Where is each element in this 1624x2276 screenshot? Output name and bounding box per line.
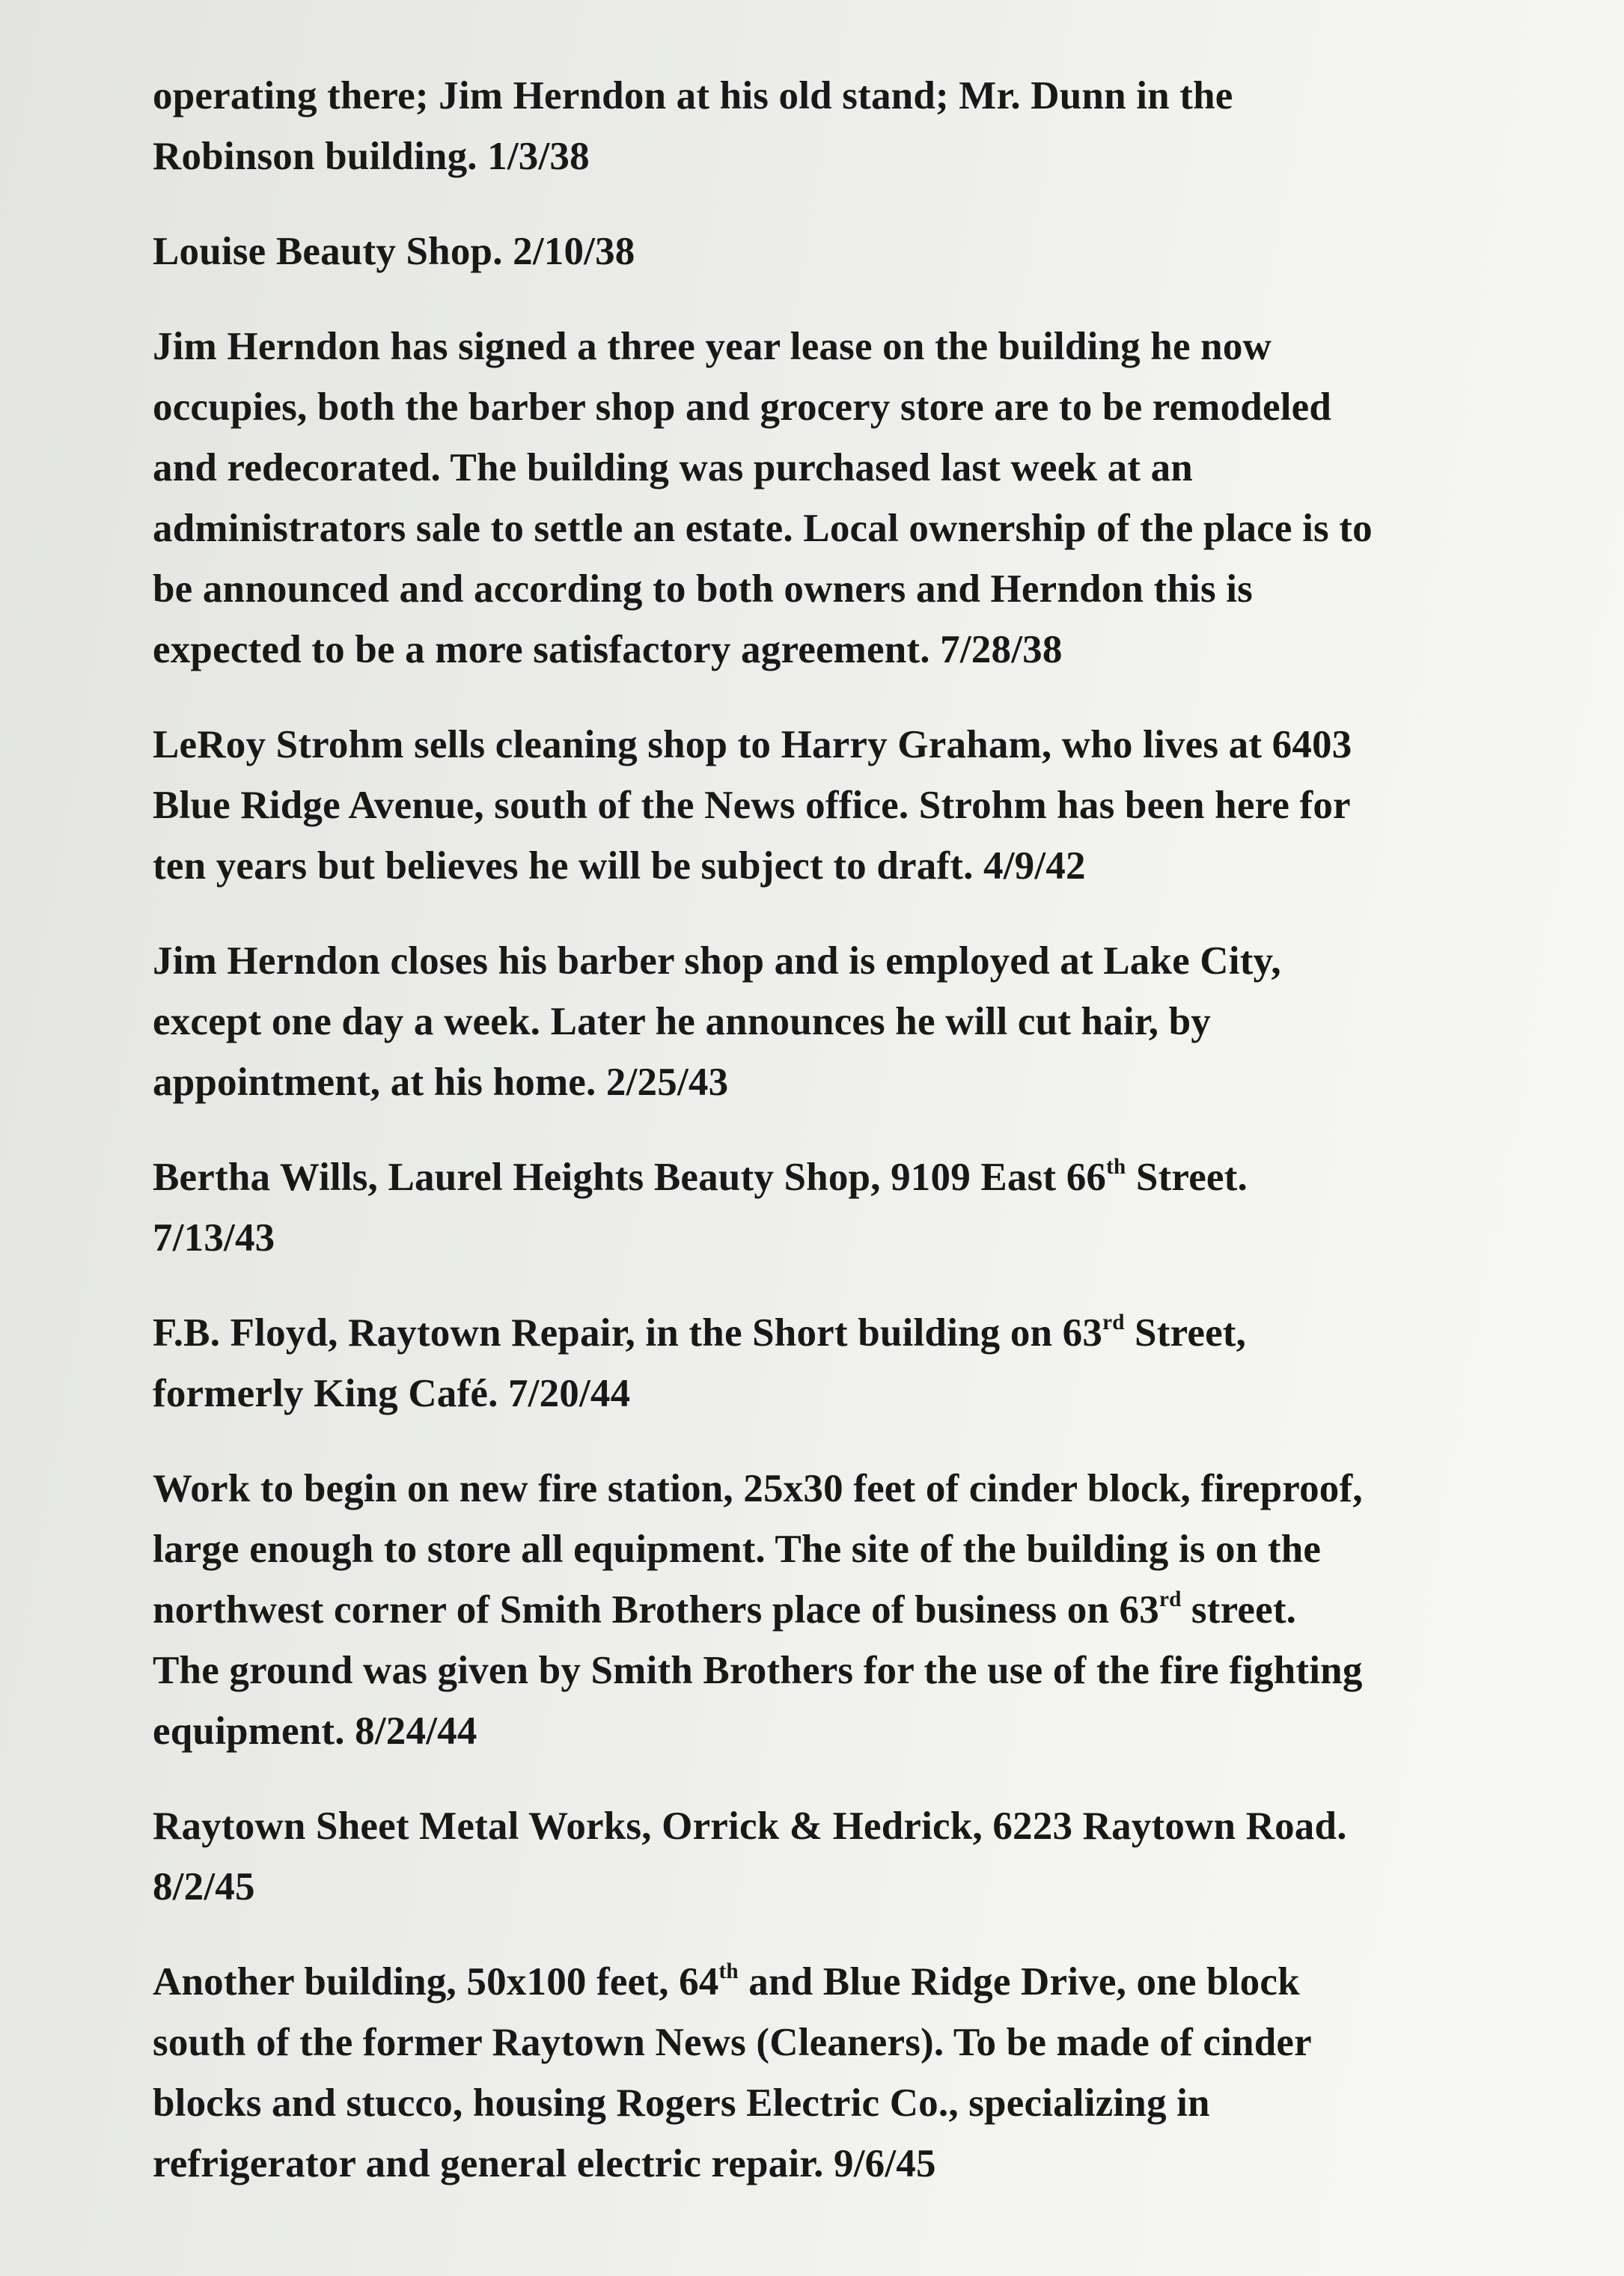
text-line: [153, 1952, 1597, 2013]
text-line: [153, 1147, 1597, 1208]
text-line: Work to begin on new fire station, 25x30 feet of cinder block, fireproof,: [153, 1467, 1363, 1510]
text-segment: F.B. Floyd, Raytown Repair, in the Short building on 63: [153, 1311, 1103, 1355]
text-line: The ground was given by Smith Brothers for the use of the fire fighting: [153, 1649, 1363, 1692]
text-segment: Another building, 50x100 feet, 64: [153, 1960, 719, 2004]
text-line: Jim Herndon closes his barber shop and is employed at Lake City,: [153, 939, 1281, 983]
text-line: large enough to store all equipment. The site of the building is on the: [153, 1528, 1322, 1571]
paragraph: [153, 66, 1597, 187]
text-line: be announced and according to both owners and Herndon this is: [153, 567, 1253, 611]
superscript: rd: [1159, 1587, 1182, 1612]
document-page: [153, 66, 1597, 2229]
text-line: Robinson building. 1/3/38: [153, 135, 590, 178]
text-line: appointment, at his home. 2/25/43: [153, 1061, 729, 1104]
text-line: refrigerator and general electric repair. 9/6/45: [153, 2142, 936, 2185]
paragraph: [153, 931, 1597, 1113]
paragraph: [153, 1952, 1597, 2194]
text-line: formerly King Café. 7/20/44: [153, 1372, 631, 1415]
text-line: operating there; Jim Herndon at his old stand; Mr. Dunn in the: [153, 74, 1233, 118]
paragraph: [153, 1796, 1597, 1917]
paragraph: [153, 222, 1597, 282]
text-line: LeRoy Strohm sells cleaning shop to Harry Graham, who lives at 6403: [153, 723, 1352, 766]
text-segment: northwest corner of Smith Brothers place of business on 63: [153, 1588, 1159, 1632]
text-line: Raytown Sheet Metal Works, Orrick & Hedrick, 6223 Raytown Road.: [153, 1804, 1347, 1848]
text-line: expected to be a more satisfactory agreement. 7/28/38: [153, 628, 1063, 671]
text-line: administrators sale to settle an estate. Local ownership of the place is to: [153, 507, 1373, 550]
paragraph: [153, 1459, 1597, 1762]
text-line: 7/13/43: [153, 1216, 275, 1260]
text-line: occupies, both the barber shop and grocery store are to be remodeled: [153, 385, 1332, 429]
superscript: rd: [1102, 1311, 1125, 1335]
text-line: [153, 1303, 1597, 1364]
text-line: Blue Ridge Avenue, south of the News office. Strohm has been here for: [153, 784, 1351, 827]
text-segment: street.: [1181, 1588, 1297, 1632]
text-line: [153, 1580, 1597, 1641]
text-segment: Bertha Wills, Laurel Heights Beauty Shop, 9109 East 66: [153, 1156, 1107, 1199]
paragraph: [153, 1147, 1597, 1269]
paragraph: [153, 715, 1597, 897]
text-line: ten years but believes he will be subject to draft. 4/9/42: [153, 844, 1086, 888]
text-line: Louise Beauty Shop. 2/10/38: [153, 230, 635, 273]
text-line: blocks and stucco, housing Rogers Electric Co., specializing in: [153, 2081, 1210, 2125]
text-segment: Street.: [1126, 1156, 1248, 1199]
text-line: Jim Herndon has signed a three year lease on the building he now: [153, 325, 1272, 368]
superscript: th: [718, 1959, 739, 1984]
text-line: equipment. 8/24/44: [153, 1709, 477, 1753]
text-line: 8/2/45: [153, 1865, 255, 1909]
text-segment: Street,: [1124, 1311, 1247, 1355]
text-line: and redecorated. The building was purchased last week at an: [153, 446, 1193, 489]
text-line: south of the former Raytown News (Cleaners). To be made of cinder: [153, 2021, 1312, 2064]
text-segment: and Blue Ridge Drive, one block: [738, 1960, 1300, 2004]
paragraph: [153, 317, 1597, 680]
paragraph: [153, 1303, 1597, 1424]
superscript: th: [1106, 1155, 1126, 1180]
text-line: except one day a week. Later he announces he will cut hair, by: [153, 1000, 1211, 1043]
